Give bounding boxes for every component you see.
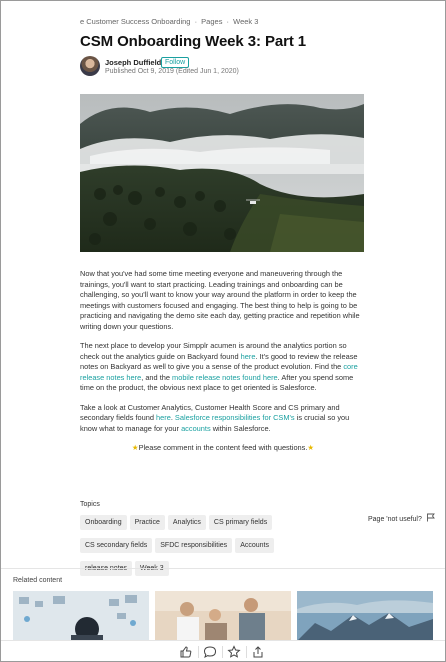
topic-chip[interactable]: CS secondary fields bbox=[80, 538, 152, 553]
cs-fields-link[interactable]: here bbox=[156, 413, 171, 422]
action-toolbar bbox=[1, 640, 446, 662]
core-release-notes-link[interactable]: core release notes here bbox=[80, 362, 358, 382]
topic-chip[interactable]: Onboarding bbox=[80, 515, 127, 530]
accounts-link[interactable]: accounts bbox=[181, 423, 211, 433]
breadcrumb-site[interactable]: e Customer Success Onboarding bbox=[80, 17, 191, 26]
breadcrumb bbox=[80, 17, 260, 26]
star-icon: ★ bbox=[307, 443, 315, 452]
mobile-release-notes-link[interactable]: mobile release notes found here bbox=[172, 372, 278, 382]
toolbar-separator bbox=[222, 646, 223, 658]
breadcrumb-separator: · bbox=[194, 17, 198, 26]
topics-label: Topics bbox=[80, 501, 100, 508]
author-avatar[interactable] bbox=[80, 56, 100, 76]
related-content-label: Related content bbox=[13, 577, 63, 584]
article-paragraph: Take a look at Customer Analytics, Customer Health Score and CS primary and secondary fields found here. Salesforce responsibilities for CSM's is crucial so you know what to manage for your accounts within Salesforce. bbox=[80, 402, 350, 433]
feedback-link[interactable] bbox=[368, 513, 436, 523]
flag-icon bbox=[426, 513, 436, 522]
toolbar-separator bbox=[198, 646, 199, 658]
star-icon: ★ bbox=[131, 443, 139, 452]
page-title: CSM Onboarding Week 3: Part 1 bbox=[80, 33, 307, 50]
topic-chip[interactable]: Practice bbox=[130, 515, 165, 530]
article-paragraph: The next place to develop your Simpplr acumen is around the analytics portion so check out the analytics guide on Backyard found here. It's good to review the release notes on Backyard as well to give you a sense of the product evolution. Find the core release notes here, and the mobile release notes found here. After you spend some time on the product, the obvious next place to get oriented is Salesforce. bbox=[80, 341, 358, 392]
topic-chip[interactable]: Accounts bbox=[235, 538, 274, 553]
like-icon[interactable] bbox=[179, 645, 193, 659]
salesforce-responsibilities-link[interactable]: Salesforce responsibilities for CSM's bbox=[174, 413, 295, 422]
article-paragraph: Now that you've had some time meeting everyone and maneuvering through the trainings, you'll want to start practicing. Leading trainings and onboarding can be challenging, so you'll want to know your way around the platform in order to keep the meetings with customers focused and engaging. The best thing to help is going to be practicing and navigating the demo site each day, getting practice and repetition while writing down your questions. bbox=[80, 269, 360, 331]
topics-list bbox=[80, 511, 310, 580]
published-date: Published Oct 9, 2019 (Edited Jun 1, 2020) bbox=[105, 68, 239, 75]
author-row bbox=[80, 56, 366, 78]
mountain-landscape-image bbox=[297, 591, 433, 641]
favorite-icon[interactable] bbox=[227, 645, 241, 659]
team-meeting-image bbox=[155, 591, 291, 641]
related-card-office[interactable] bbox=[13, 591, 149, 641]
hero-image bbox=[80, 94, 364, 252]
related-card-mountains[interactable] bbox=[297, 591, 433, 641]
analytics-guide-link[interactable]: here bbox=[240, 351, 256, 361]
author-name[interactable]: Joseph Duffield bbox=[105, 58, 162, 67]
comment-icon[interactable] bbox=[203, 645, 217, 659]
breadcrumb-current[interactable]: Week 3 bbox=[233, 17, 259, 26]
section-divider bbox=[1, 568, 446, 569]
related-card-team[interactable] bbox=[155, 591, 291, 641]
topic-chip[interactable]: SFDC responsibilities bbox=[155, 538, 232, 553]
breadcrumb-separator: · bbox=[226, 17, 230, 26]
breadcrumb-pages[interactable]: Pages bbox=[201, 17, 223, 26]
feedback-label: Page 'not useful? bbox=[368, 516, 422, 523]
comment-prompt: ★Please comment in the content feed with questions.★ bbox=[131, 443, 315, 452]
office-whiteboard-image bbox=[13, 591, 149, 641]
topic-chip[interactable]: Analytics bbox=[168, 515, 206, 530]
share-icon[interactable] bbox=[251, 645, 265, 659]
toolbar-separator bbox=[246, 646, 247, 658]
topic-chip[interactable]: CS primary fields bbox=[209, 515, 272, 530]
follow-button[interactable]: Follow bbox=[161, 57, 189, 68]
forest-landscape-image bbox=[80, 94, 364, 252]
article-body bbox=[80, 269, 366, 463]
